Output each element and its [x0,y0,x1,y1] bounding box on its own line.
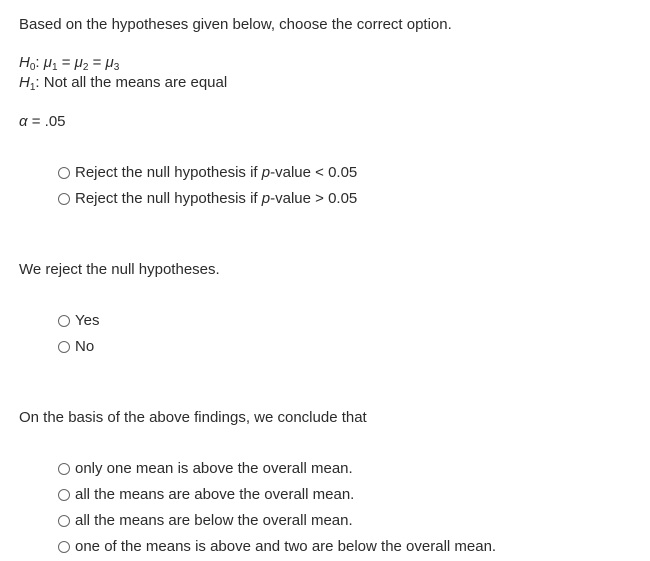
q2-option-no-label: No [75,338,95,355]
mu1-symbol: μ [43,54,52,71]
h1-symbol: H [19,74,30,91]
radio-button[interactable] [58,463,70,475]
q3-option-1[interactable] [58,459,353,479]
mu1-subscript: 1 [51,62,58,73]
radio-button[interactable] [58,315,70,327]
eq-1: = [57,54,75,71]
radio-button[interactable] [58,489,70,501]
alpha-value: = .05 [27,113,66,130]
mu2-subscript: 2 [82,62,89,73]
q1-option-1[interactable] [58,163,357,183]
alternative-hypothesis [19,74,227,94]
h1-colon: : [35,74,44,91]
q3-option-2[interactable] [58,485,354,505]
intro-text: Based on the hypotheses given below, choose the correct option. [19,16,452,33]
q3-option-3[interactable] [58,511,353,531]
q1-option-2[interactable] [58,189,357,209]
q1-option-1-label: Reject the null hypothesis if p-value < 0.05 [75,164,358,181]
q3-prompt: On the basis of the above findings, we conclude that [19,409,367,426]
radio-button[interactable] [58,193,70,205]
q2-option-yes[interactable] [58,311,99,331]
q3-option-1-label: only one mean is above the overall mean. [75,460,353,477]
alpha-symbol: α [19,113,28,130]
mu3-subscript: 3 [113,62,120,73]
h0-subscript: 0 [29,62,36,73]
mu2-symbol: μ [74,54,83,71]
null-hypothesis [19,54,119,74]
q3-option-3-label: all the means are below the overall mean. [75,512,353,529]
h0-symbol: H [19,54,30,71]
h0-colon: : [35,54,44,71]
eq-2: = [88,54,106,71]
radio-button[interactable] [58,341,70,353]
q3-option-4-label: one of the means is above and two are below the overall mean. [75,538,497,555]
q3-option-2-label: all the means are above the overall mean. [75,486,355,503]
radio-button[interactable] [58,167,70,179]
q1-option-2-label: Reject the null hypothesis if p-value > 0.05 [75,190,358,207]
q3-option-4[interactable] [58,537,496,557]
h1-text: Not all the means are equal [43,74,228,91]
q2-option-yes-label: Yes [75,312,100,329]
q2-prompt: We reject the null hypotheses. [19,261,220,278]
radio-button[interactable] [58,541,70,553]
radio-button[interactable] [58,515,70,527]
q2-option-no[interactable] [58,337,94,357]
h1-subscript: 1 [29,82,36,93]
alpha-line [19,113,66,131]
mu3-symbol: μ [105,54,114,71]
